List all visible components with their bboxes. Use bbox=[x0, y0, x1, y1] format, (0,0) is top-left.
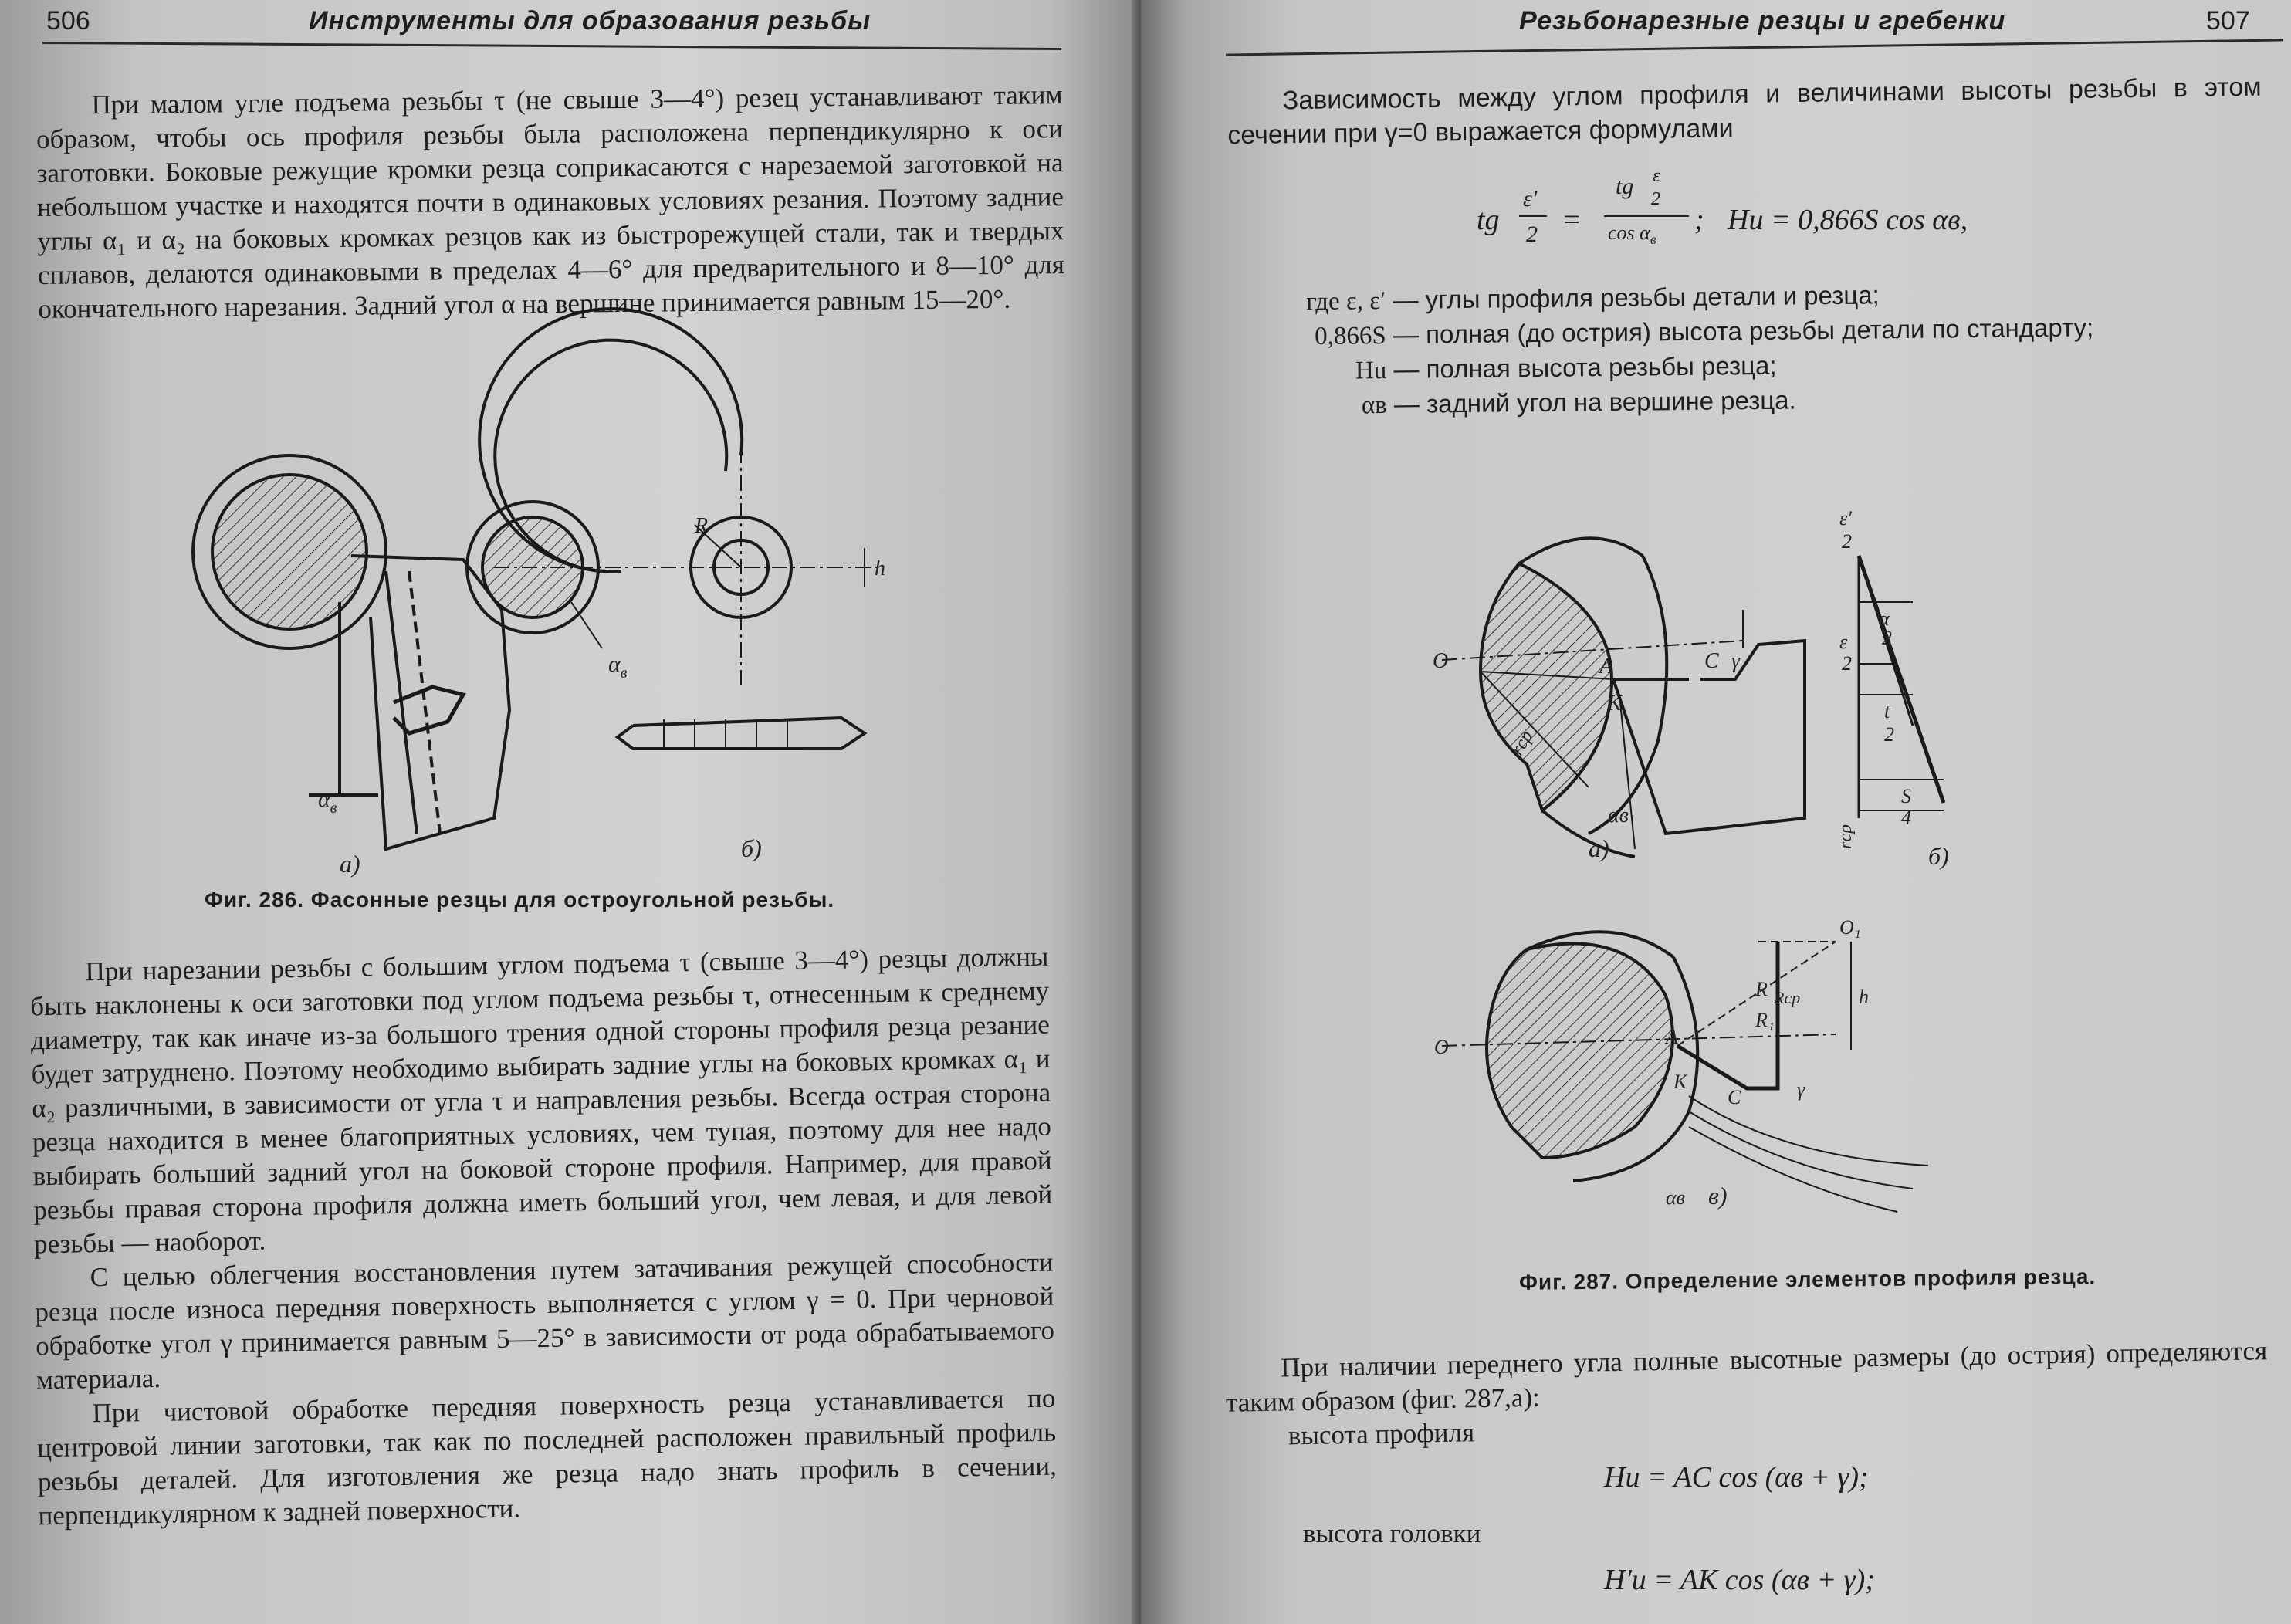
label-two: 2 bbox=[1884, 723, 1894, 746]
formula-cos: $\cos \alpha_в$ bbox=[1608, 222, 1656, 248]
paragraph-text: При наличии переднего угла полные высотные размеры (до острия) определяются таким образом (фиг. 287,а): bbox=[1225, 1335, 2268, 1418]
fig-287-caption: Фиг. 287. Определение элементов профиля резца. bbox=[1518, 1264, 2096, 1294]
paragraph-after bbox=[1225, 1334, 2269, 1454]
label-b: б) bbox=[741, 834, 762, 862]
label-fig-b: б) bbox=[1928, 842, 1949, 870]
running-head: Резьбонарезные резцы и гребенки bbox=[1519, 6, 2006, 36]
right-page bbox=[1141, 0, 2291, 1624]
label-h: h bbox=[1859, 986, 1869, 1008]
definition-symbol: где ε, ε′ bbox=[1306, 287, 1386, 316]
label-alpha-b: αв bbox=[1666, 1186, 1685, 1209]
label-A: A bbox=[1666, 1026, 1678, 1048]
label-K: K bbox=[1673, 1071, 1687, 1093]
label-R1: R₁ bbox=[1755, 1009, 1775, 1031]
running-head: Инструменты для образования резьбы bbox=[309, 6, 871, 36]
label-r-avg: rср bbox=[1836, 824, 1856, 849]
paragraph-text: При чистовой обработке передняя поверхность резца устанавливается по центровой линии заготовки, так как по последней расположен правильный профиль резьбы деталей. Для изготовления же резца надо знать профиль в сечении, перпендикулярном к задней поверхности. bbox=[36, 1382, 1058, 1531]
formula-sep: ; bbox=[1694, 204, 1704, 236]
formula-tg-lhs: tg bbox=[1477, 204, 1500, 236]
label-profile-height: высота профиля bbox=[1288, 1417, 1475, 1451]
label-C: C bbox=[1704, 649, 1719, 673]
label-two: 2 bbox=[1882, 627, 1892, 649]
paragraph-2 bbox=[29, 940, 1058, 1534]
definition-text: — задний угол на вершине резца. bbox=[1393, 385, 1796, 418]
label-alpha-b: $\alpha_в$ bbox=[318, 787, 337, 817]
label-R: R bbox=[695, 514, 709, 538]
label-head-height-block bbox=[1303, 1517, 1766, 1551]
label-alpha-b-2: $\alpha_в$ bbox=[608, 651, 628, 682]
page-number: 507 bbox=[2206, 6, 2250, 36]
label-alpha-b: αв bbox=[1608, 804, 1629, 827]
fig-286-drawing bbox=[185, 417, 957, 880]
paragraph-text: При малом угле подъема резьбы τ (не свыше 3—4°) резец устанавливают таким образом, чтобы ось профиля резьбы была расположена перпендикулярно к оси заготовки. Боковые режущие кромки резца соприкасаются с нарезаемой заготовкой на небольшом участке и находятся почти в одинаковых условиях резания. Поэтому задние углы α₁ и α₂ на боковых кромках резцов как из быстрорежущей стали, так и твердых сплавов, делаются одинаковыми в пределах 4—6° для предварительного и 8—10° для окончательного нарезания. Задний угол α на вершине принимается равным 15—20°. bbox=[36, 80, 1065, 324]
formula-head-height: H′u = AK cos (αв + γ); bbox=[1604, 1564, 1875, 1596]
page-number: 506 bbox=[46, 6, 90, 36]
label-O: O bbox=[1433, 649, 1449, 673]
intro-paragraph bbox=[1227, 70, 2262, 153]
label-R-avg: Rср bbox=[1774, 988, 1801, 1007]
label-eps: ε bbox=[1839, 631, 1848, 653]
formula-two-inner: 2 bbox=[1651, 189, 1660, 209]
formula-rhs: Hu = 0,866S cos αв, bbox=[1728, 204, 1968, 236]
label-fig-c: в) bbox=[1708, 1182, 1728, 1210]
paragraph-text: При нарезании резьбы с большим углом подъема τ (свыше 3—4°) резцы должны быть наклонены к оси заготовки под углом подъема резьбы τ, отнесенным к среднему диаметру, так как иначе из-за большого трения одной стороны профиля резца резание будет затруднено. Поэтому необходимо выбирать задние углы на боковых кромках α₁ и α₂ различными, в зависимости от угла τ и направления резьбы. Всегда острая сторона резца находится в менее благоприятных условиях, чем тупая, поэтому для нее надо выбирать больший задний угол на боковой стороне профиля. Например, для правой резьбы правая сторона профиля должна иметь больший угол, чем левая, и для левой резьбы — наоборот. bbox=[29, 941, 1053, 1260]
definition-text: — углы профиля резьбы детали и резца; bbox=[1393, 280, 1880, 314]
label-fig-a: а) bbox=[1589, 834, 1609, 862]
fraction-bar bbox=[1519, 215, 1547, 217]
label-K: K bbox=[1607, 692, 1622, 716]
label-gamma: γ bbox=[1731, 649, 1741, 673]
label-A: A bbox=[1599, 655, 1613, 678]
paragraph-text: Зависимость между углом профиля и величинами высоты резьбы в этом сечении при γ=0 выражается формулами bbox=[1227, 72, 2262, 151]
formula-tg-num: tg bbox=[1616, 174, 1634, 199]
header-rule bbox=[1226, 39, 2283, 56]
label-R: R bbox=[1755, 978, 1768, 1000]
left-page bbox=[0, 0, 1141, 1624]
fig-287-drawing bbox=[1434, 494, 2245, 1250]
definition-text: — полная высота резьбы резца; bbox=[1393, 350, 1777, 384]
label-gamma: γ bbox=[1797, 1078, 1805, 1101]
label-two: 2 bbox=[1842, 530, 1852, 553]
definition-symbol: 0,866S bbox=[1315, 322, 1386, 350]
formula-profile-height: Hu = AC cos (αв + γ); bbox=[1604, 1461, 1869, 1494]
label-eps-prime: ε′ bbox=[1839, 507, 1852, 529]
header-rule bbox=[42, 42, 1061, 50]
label-O: O bbox=[1434, 1036, 1449, 1058]
label-four: 4 bbox=[1901, 807, 1911, 829]
definition-symbol: Hu bbox=[1355, 357, 1387, 385]
definition-symbol: αв bbox=[1361, 391, 1387, 420]
definitions-list bbox=[1231, 274, 2283, 424]
label-h: h bbox=[875, 557, 885, 580]
label-C: C bbox=[1728, 1086, 1741, 1108]
label-two: 2 bbox=[1842, 652, 1852, 675]
formula-eps: ε bbox=[1653, 166, 1660, 186]
fig-286-caption: Фиг. 286. Фасонные резцы для остроугольной резьбы. bbox=[205, 888, 835, 912]
fig-287b-labels bbox=[1836, 507, 1949, 870]
definition-text: — полная (до острия) высота резьбы детали по стандарту; bbox=[1393, 313, 2094, 349]
label-a: а) bbox=[340, 850, 360, 878]
formula-two: 2 bbox=[1526, 222, 1538, 247]
label-t: t bbox=[1884, 700, 1890, 722]
label-O1: O₁ bbox=[1839, 916, 1861, 939]
formula-tg: tg ε′ 2 = tg ε 2 $\cos \alpha_в$ ; Hu = 0,866S cos αв, bbox=[1477, 166, 1968, 248]
paragraph-1 bbox=[36, 78, 1064, 326]
label-S: S bbox=[1901, 785, 1911, 807]
paragraph-text: С целью облегчения восстановления путем затачивания режущей способности резца после износа передняя поверхность выполняется с углом γ = 0. При черновой обработке угол γ принимается равным 5—25° в зависимости от рода обрабатываемого материала. bbox=[35, 1247, 1055, 1396]
label-head-height: высота головки bbox=[1303, 1518, 1481, 1548]
formula-eps-prime: ε′ bbox=[1523, 186, 1538, 211]
label-alpha: α bbox=[1879, 607, 1890, 630]
fraction-bar bbox=[1604, 215, 1689, 217]
label-r-avg: rср bbox=[1507, 727, 1538, 759]
workpiece-section bbox=[212, 475, 367, 629]
